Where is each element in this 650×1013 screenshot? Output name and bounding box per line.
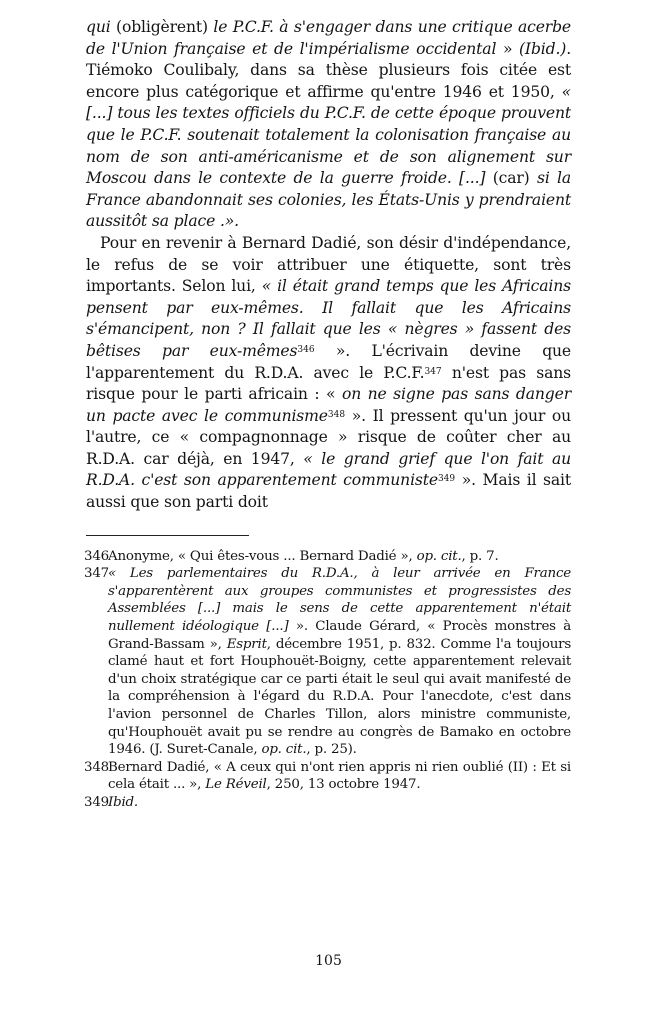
footnote-number: 347 [84, 566, 109, 582]
footnote-number: 349 [84, 794, 109, 810]
quote-italic: on ne signe pas sans danger un pacte avec le communisme [86, 385, 571, 425]
text: , p. 25). [306, 742, 357, 758]
text-italic: qui [86, 18, 111, 36]
footnote-number: 346 [84, 548, 109, 564]
text: Pour en revenir à Bernard Dadié, son désir d'indépendance, le refus de se voir attribuer une étiquette, sont très importants. Selon lui, [86, 233, 571, 296]
journal-italic: Le Réveil [205, 777, 267, 793]
quote-italic: « Les parlementaires du R.D.A., à leur arrivée en France s'apparentèrent aux groupes communistes et progressistes des Assemblées [...] mais le sens de cette apparentement n'était nullement idéologique [...] [108, 566, 571, 635]
quote-italic: « il était grand temps que les Africains pensent par eux-mêmes. Il fallait que les Africains s'émancipent, non ? Il fallait que les « nègres » fassent des bêtises par eux-mêmes [86, 277, 571, 360]
text-italic: op. cit. [416, 548, 462, 564]
footnote-separator [86, 535, 249, 536]
footnote-number: 348 [84, 759, 109, 775]
footnote-348 [86, 759, 571, 794]
footnote-347 [86, 565, 571, 759]
text: (obligèrent) [110, 18, 214, 36]
text: . Tiémoko Coulibaly, dans sa thèse plusieurs fois citée est encore plus catégorique et affirme qu'entre 1946 et 1950, [86, 39, 571, 101]
text: , p. 7. [461, 548, 499, 564]
footnotes [86, 548, 571, 812]
footnote-ref-347[interactable]: 347 [424, 366, 442, 377]
footnote-349 [86, 794, 571, 812]
journal-italic: Esprit [226, 636, 267, 652]
footnote-ref-346[interactable]: 346 [297, 344, 315, 355]
text: (car) [485, 169, 537, 188]
text-italic: Ibid. [108, 794, 138, 810]
text: ». Il pressent qu'un jour ou l'autre, ce « compagnonnage » risque de coûter cher au R.D.A. car déjà, en 1947, [86, 406, 571, 468]
text: Anonyme, « Qui êtes-vous ... Bernard Dadié », [108, 548, 417, 564]
text: , décembre 1951, p. 832. Comme l'a toujours clamé haut et fort Houphouët-Boigny, cette apparentement relevait d'un choix stratégique car ce parti était le seul qui avait manifesté de la compréhension à l'égard du R.D.A. Pour l'anecdote, c'est dans l'avion personnel de Charles Tillon, alors ministre communiste, qu'Houphouët avait pu se rendre au congrès de Bamako en octobre 1946. (J. Suret-Canale, [108, 636, 572, 758]
main-text [86, 17, 571, 514]
citation-italic: (Ibid.) [519, 39, 567, 58]
text: » [496, 39, 519, 58]
quote-italic: « le grand grief que l'on fait au R.D.A. c'est son apparentement communiste [86, 449, 572, 490]
document-page [84, 17, 572, 969]
text: Bernard Dadié, « A ceux qui n'ont rien appris ni rien oublié (II) : Et si cela était ... », [108, 759, 571, 793]
paragraph-2 [86, 233, 571, 514]
text: ». Mais il sait aussi que son parti doit [86, 471, 571, 512]
footnote-ref-349[interactable]: 349 [437, 474, 456, 485]
paragraph-1 [86, 17, 571, 233]
text-italic: op. cit. [261, 742, 307, 758]
text: ». L'écrivain devine que l'apparentement du R.D.A. avec le P.C.F. [86, 341, 571, 382]
quote-italic: le P.C.F. à s'engager dans une critique acerbe de l'Union française et de l'impérialisme occidental [86, 18, 572, 58]
text: n'est pas sans risque pour le parti africain : « [86, 363, 571, 404]
text: , 250, 13 octobre 1947. [266, 777, 421, 793]
quote-italic: si la France abandonnait ses colonies, les États-Unis y prendraient aussitôt sa place .». [86, 169, 572, 231]
page-number: 105 [315, 953, 342, 969]
footnote-ref-348[interactable]: 348 [327, 409, 346, 420]
text: ». Claude Gérard, « Procès monstres à Grand-Bassam », [108, 619, 572, 652]
footnote-346 [86, 548, 571, 566]
quote-italic: « [...] tous les textes officiels du P.C.F. de cette époque prouvent que le P.C.F. soutenait totalement la colonisation française au nom de son anti-américanisme et de son alignement sur Moscou dans le contexte de la guerre froide. [...] [86, 82, 571, 188]
